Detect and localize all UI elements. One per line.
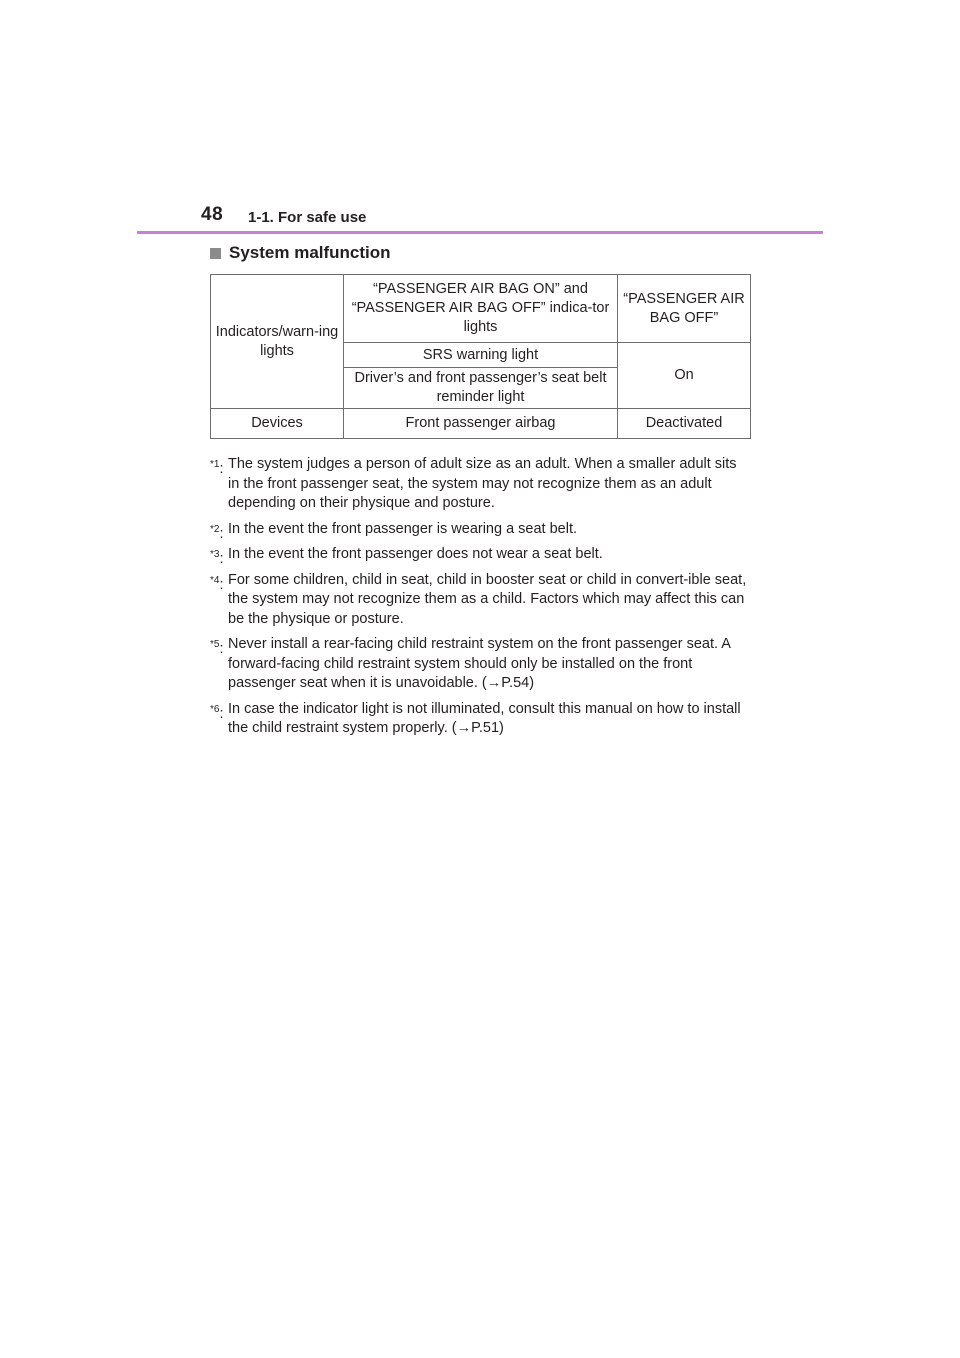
subheading-text: System malfunction: [229, 243, 391, 262]
footnote-4: $^{*4}$: For some children, child in seat, child in booster seat or child in convert-ible seat, the system may not recognize them as a child. Factors which may affect this can be the physique or posture.: [210, 571, 750, 630]
footnote-text: For some children, child in seat, child in booster seat or child in convert-ible seat, the system may not recognize them as a child. Factors which may affect this can be the physique or posture.: [228, 571, 747, 627]
page-number: 48: [201, 204, 224, 225]
srs-warning-cell: SRS warning light: [344, 343, 618, 368]
footnote-6: $^{*6}$: In case the indicator light is not illuminated, consult this manual on how to install the child restraint system properly. (→P.51): [210, 700, 750, 739]
footnote-mark: *3: [210, 549, 220, 560]
footnote-mark: *1: [210, 459, 220, 470]
front-passenger-airbag-cell: Front passenger airbag: [344, 409, 618, 439]
indicator-lights-header-cell: “PASSENGER AIR BAG ON” and “PASSENGER AIR BAG OFF” indica-tor lights: [344, 275, 618, 343]
table-row: [211, 275, 751, 343]
on-value-cell: On: [618, 343, 751, 409]
section-title: 1-1. For safe use: [248, 209, 367, 226]
footnote-3: $^{*3}$: In the event the front passenger does not wear a seat belt.: [210, 545, 750, 565]
footnote-text: The system judges a person of adult size as an adult. When a smaller adult sits in the front passenger seat, the system may not recognize them as an adult depending on their physique and posture.: [228, 456, 737, 511]
footnote-mark: *5: [210, 639, 220, 650]
footnote-text: In the event the front passenger is wearing a seat belt.: [228, 520, 578, 537]
indicators-header-cell: Indicators/warn-ing lights: [211, 275, 344, 409]
malfunction-table: [210, 274, 751, 439]
header-divider: [137, 231, 823, 234]
footnote-text: In case the indicator light is not illuminated, consult this manual on how to install the child restraint system properly. (→P.51): [228, 700, 741, 736]
footnote-2: $^{*2}$: In the event the front passenger is wearing a seat belt.: [210, 520, 750, 540]
square-bullet-icon: [210, 248, 221, 259]
devices-cell: Devices: [211, 409, 344, 439]
seatbelt-reminder-cell: Driver’s and front passenger’s seat belt reminder light: [344, 368, 618, 409]
airbag-off-header-cell: “PASSENGER AIR BAG OFF”: [618, 275, 751, 343]
footnote-text: In the event the front passenger does not wear a seat belt.: [228, 546, 603, 562]
footnote-1: $^{*1}$: The system judges a person of adult size as an adult. When a smaller adult sits in the front passenger seat, the system may not recognize them as an adult depending on their physique and posture.: [210, 455, 750, 514]
footnotes: [210, 455, 750, 745]
footnote-mark: *4: [210, 574, 220, 586]
footnote-text: Never install a rear-facing child restraint system on the front passenger seat. A forward-facing child restraint system should only be installed on the front passenger seat when it is unavoidable. (→P.54): [228, 636, 731, 691]
deactivated-cell: Deactivated: [618, 409, 751, 439]
subheading: [210, 243, 391, 263]
footnote-mark: *6: [210, 703, 220, 715]
footnote-5: $^{*5}$: Never install a rear-facing child restraint system on the front passenger seat. A forward-facing child restraint system should only be installed on the front passenger seat when it is unavoidable. (→P.54): [210, 635, 750, 694]
footnote-mark: *2: [210, 523, 220, 535]
table-row: [211, 409, 751, 439]
